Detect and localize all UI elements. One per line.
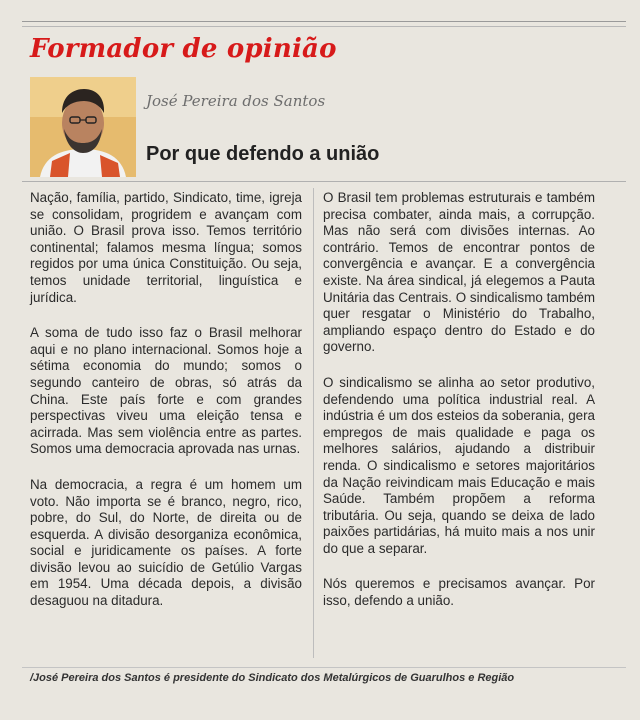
paragraph: O sindicalismo se alinha ao setor produtivo, defendendo uma política industrial real. A indústria é um dos esteios da soberania, gera empregos de mais qualidade e paga os melhores salários, ajudando a distribuir renda. O sindicalismo e setores majoritários da Nação reivindicam mais Educação e mais Saúde. Também propõem a reforma tributária. Ou seja, quando se deixa de lado paixões partidárias, há muito mais a nos unir do que a separar.	[323, 374, 595, 556]
author-name: José Pereira dos Santos	[146, 92, 326, 110]
paragraph: Nós queremos e precisamos avançar. Por isso, defendo a união.	[323, 576, 595, 609]
author-bio-footnote: /José Pereira dos Santos é presidente do Sindicato dos Metalúrgicos de Guarulhos e Região	[30, 672, 515, 684]
paragraph: Na democracia, a regra é um homem um voto. Não importa se é branco, negro, rico, pobre, do Sul, do Norte, de direita ou de esquerda. A divisão desorganiza econômica, social e juridicamente os países. A forte divisão levou ao suicídio de Getúlio Vargas em 1954. Uma década depois, a divisão desaguou na ditadura.	[30, 476, 302, 609]
article-headline: Por que defendo a união	[146, 143, 380, 165]
footer-divider	[22, 667, 626, 668]
article-column-right	[323, 190, 595, 629]
header-divider	[22, 181, 626, 182]
article-column-left	[30, 190, 302, 629]
author-photo	[30, 77, 136, 177]
section-title: Formador de opinião	[30, 34, 337, 64]
column-divider	[313, 188, 314, 658]
paragraph: A soma de tudo isso faz o Brasil melhorar aqui e no plano internacional. Somos hoje a sétima economia do mundo; somos o segundo canteiro de obras, só atrás da China. Este país forte e com grandes perspectivas viveu uma eleição tensa e acirrada. Mas sem violência entre as partes. Somos uma democracia aprovada nas urnas.	[30, 325, 302, 457]
paragraph: Nação, família, partido, Sindicato, time, igreja se consolidam, progridem e avançam com união. O Brasil prova isso. Temos território continental; falamos mesma língua; somos regidos por uma única Constituição. Ou seja, temos unidade territorial, linguística e jurídica.	[30, 190, 302, 305]
author-portrait-image	[30, 77, 136, 177]
top-rule-secondary	[22, 26, 626, 27]
paragraph: O Brasil tem problemas estruturais e também precisa combater, ainda mais, a corrupção. Mas não será com divisões internas. Ao contrário. Temos de encontrar pontos de convergência e avançar. E a convergência existe. Na área sindical, já elegemos a Pauta Unitária das Centrais. O sindicalismo também quer resgatar o Ministério do Trabalho, ampliando espaço dentro do Estado e do governo.	[323, 190, 595, 355]
top-rule	[22, 21, 626, 22]
